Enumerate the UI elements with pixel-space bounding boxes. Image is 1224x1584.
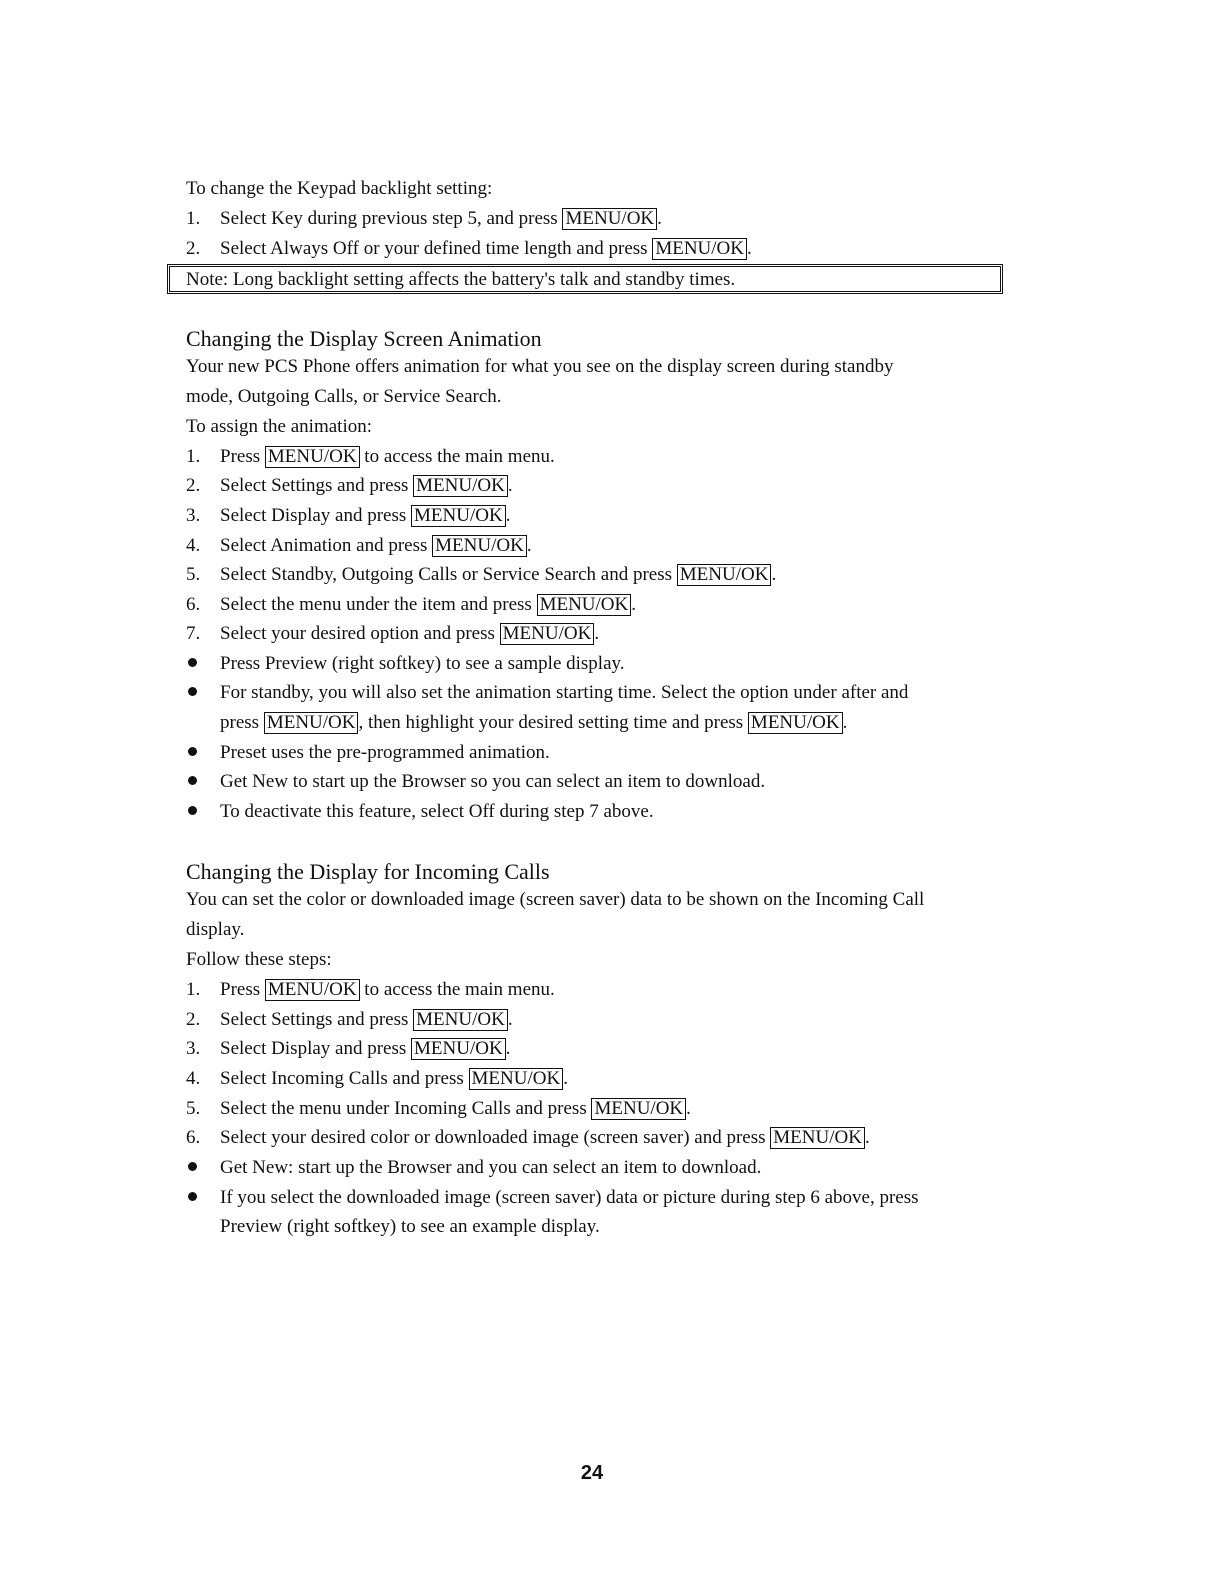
step-number: 2. [186,1009,201,1030]
bullet-icon [188,687,197,696]
menu-ok-key: MENU/OK [591,1098,686,1120]
step-text-end: . [505,505,511,526]
step-text: Select Settings and press [220,1009,414,1030]
bullet-text: Press Preview (right softkey) to see a sample display. [220,653,625,674]
bullet-text: To deactivate this feature, select Off during step 7 above. [220,801,654,822]
bullet-icon [188,776,197,785]
bullet-text: Preset uses the pre-programmed animation. [220,742,550,763]
step-text-end: . [686,1098,691,1119]
step-text: Select Display and press [220,1038,412,1059]
menu-ok-key: MENU/OK [652,238,747,260]
step-text-end: . [526,535,532,556]
step-number: 5. [186,564,201,585]
menu-ok-key: MENU/OK [770,1127,865,1149]
menu-ok-key: MENU/OK [432,535,527,557]
animation-paragraph-line-2: mode, Outgoing Calls, or Service Search. [186,386,502,407]
animation-intro: To assign the animation: [186,416,373,437]
menu-ok-key: MENU/OK [411,1038,506,1060]
note-box [167,264,1003,294]
step-text-end: to access the main menu. [359,979,555,1000]
menu-ok-key: MENU/OK [537,594,632,616]
step-text: Select Standby, Outgoing Calls or Service Search and press [220,564,677,585]
step-text-end: . [507,1009,513,1030]
step-number: 1. [186,446,201,467]
step-number: 5. [186,1098,201,1119]
step-text: Select Key during previous step 5, and press [220,208,563,229]
step-number: 2. [186,238,201,259]
step-number: 4. [186,1068,201,1089]
step-text-end: . [657,208,662,229]
bullet-icon [188,658,197,667]
menu-ok-key: MENU/OK [264,712,359,734]
step-text: Select Animation and press [220,535,433,556]
menu-ok-key: MENU/OK [677,564,772,586]
note-text: Note: Long backlight setting affects the battery's talk and standby times. [186,269,736,290]
step-number: 6. [186,594,201,615]
bullet-text: Get New to start up the Browser so you can select an item to download. [220,771,766,792]
menu-ok-key: MENU/OK [748,712,843,734]
menu-ok-key: MENU/OK [562,208,657,230]
step-number: 2. [186,475,201,496]
step-number: 1. [186,208,201,229]
step-text-end: . [747,238,752,259]
step-text-end: . [864,1127,870,1148]
bullet-icon [188,1162,197,1171]
step-number: 6. [186,1127,201,1148]
step-text: Press [220,979,265,1000]
bullet-text: press [220,712,264,733]
bullet-icon [188,747,197,756]
bullet-icon [188,1192,197,1201]
step-number: 7. [186,623,201,644]
step-number: 3. [186,1038,201,1059]
step-text: Select the menu under the item and press [220,594,537,615]
step-text: Select Always Off or your defined time length and press [220,238,653,259]
step-text-end: to access the main menu. [359,446,555,467]
step-text: Select Display and press [220,505,412,526]
step-text: Select the menu under Incoming Calls and press [220,1098,592,1119]
menu-ok-key: MENU/OK [500,623,595,645]
bullet-icon [188,806,197,815]
step-number: 1. [186,979,201,1000]
bullet-text-end: . [842,712,848,733]
bullet-text: , then highlight your desired setting time and press [358,712,748,733]
bullet-text: Preview (right softkey) to see an example display. [220,1216,600,1237]
step-text: Select your desired color or downloaded image (screen saver) and press [220,1127,771,1148]
step-number: 3. [186,505,201,526]
step-text: Press [220,446,265,467]
menu-ok-key: MENU/OK [413,475,508,497]
incoming-paragraph-line-1: You can set the color or downloaded image (screen saver) data to be shown on the Incoming Call [186,889,925,910]
step-text: Select Settings and press [220,475,414,496]
bullet-text: If you select the downloaded image (screen saver) data or picture during step 6 above, press [220,1187,919,1208]
incoming-intro: Follow these steps: [186,949,332,970]
section-heading-animation: Changing the Display Screen Animation [186,326,542,351]
step-text: Select Incoming Calls and press [220,1068,469,1089]
step-text-end: . [563,1068,568,1089]
menu-ok-key: MENU/OK [469,1068,564,1090]
page-number: 24 [580,1462,604,1484]
menu-ok-key: MENU/OK [411,505,506,527]
step-text-end: . [594,623,600,644]
section-heading-incoming: Changing the Display for Incoming Calls [186,859,550,884]
step-text-end: . [505,1038,511,1059]
bullet-text: Get New: start up the Browser and you can select an item to download. [220,1157,762,1178]
step-text-end: . [507,475,513,496]
keypad-intro: To change the Keypad backlight setting: [186,178,493,199]
step-text-end: . [771,564,777,585]
step-number: 4. [186,535,201,556]
animation-paragraph-line-1: Your new PCS Phone offers animation for what you see on the display screen during standby [186,356,894,377]
incoming-paragraph-line-2: display. [186,919,245,940]
menu-ok-key: MENU/OK [413,1009,508,1031]
step-text-end: . [631,594,636,615]
bullet-text: For standby, you will also set the animation starting time. Select the option under after and [220,682,909,703]
step-text: Select your desired option and press [220,623,500,644]
menu-ok-key: MENU/OK [265,446,360,468]
menu-ok-key: MENU/OK [265,979,360,1001]
